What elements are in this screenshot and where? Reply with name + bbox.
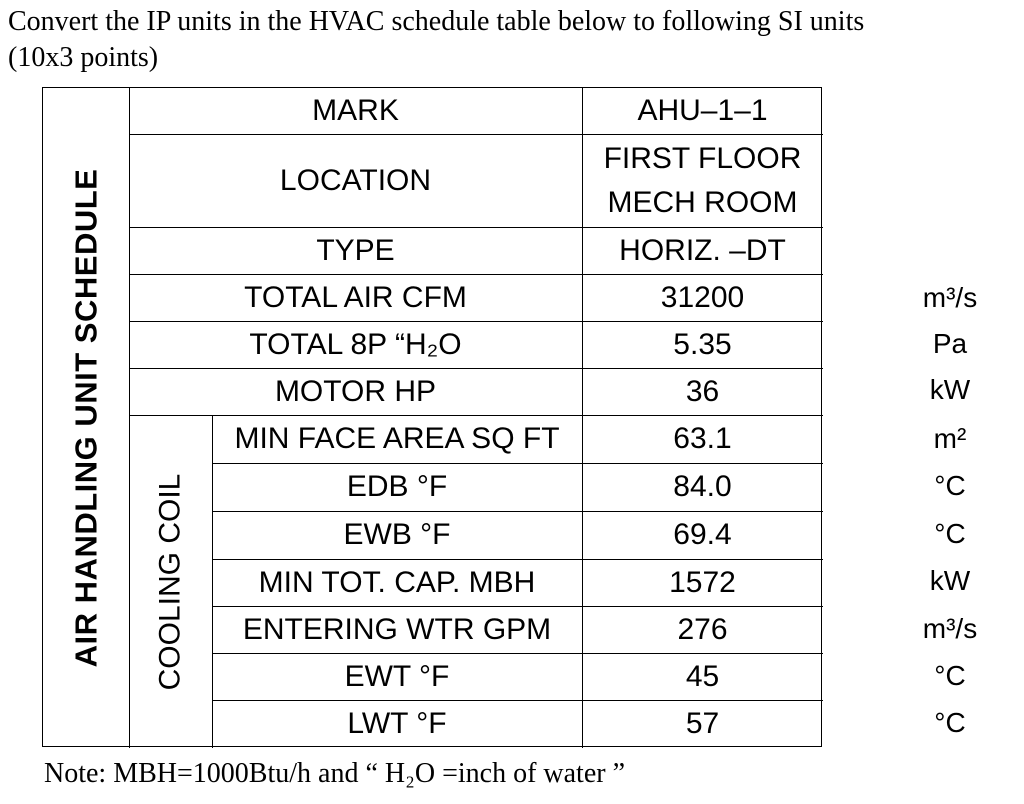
label-type: TYPE — [316, 233, 395, 267]
question-line-1: Convert the IP units in the HVAC schedule table below to following SI units — [8, 6, 865, 37]
value-edb: 84.0 — [673, 470, 732, 503]
value-location-line-1: FIRST FLOOR — [603, 141, 802, 175]
value-min-face-area: 63.1 — [673, 422, 732, 455]
value-location-line-2: MECH ROOM — [607, 185, 798, 219]
value-total-static-pressure: 5.35 — [673, 327, 732, 361]
label-mark: MARK — [312, 94, 399, 127]
label-lwt: LWT °F — [347, 707, 447, 740]
value-type: HORIZ. –DT — [619, 233, 786, 267]
value-mark: AHU–1–1 — [637, 94, 768, 127]
label-ewt: EWT °F — [344, 659, 450, 693]
si-unit-area: m² — [933, 423, 967, 454]
label-edb: EDB °F — [346, 470, 448, 503]
value-ewb: 69.4 — [673, 518, 732, 551]
question-text — [8, 4, 1008, 76]
label-min-tot-cap: MIN TOT. CAP. MBH — [258, 565, 536, 599]
value-ewt: 45 — [685, 659, 720, 693]
group-label-cooling-coil: COOLING COIL — [153, 473, 187, 690]
si-unit-temp-edb: °C — [934, 470, 966, 501]
question-line-2: (10x3 points) — [8, 42, 159, 73]
si-unit-capacity: kW — [929, 565, 971, 596]
ahu-schedule-table — [42, 87, 822, 747]
value-entering-wtr-gpm: 276 — [677, 612, 728, 646]
value-lwt: 57 — [685, 707, 720, 740]
value-min-tot-cap: 1572 — [669, 565, 736, 599]
si-unit-airflow: m³/s — [922, 282, 978, 313]
si-unit-water-flow: m³/s — [922, 613, 978, 644]
label-motor-hp: MOTOR HP — [274, 374, 437, 408]
si-unit-temp-ewt: °C — [934, 660, 966, 691]
footnote: Note: MBH=1000Btu/h and “ H₂O =inch of water ” — [44, 758, 626, 789]
value-location — [582, 134, 823, 227]
side-title: AIR HANDLING UNIT SCHEDULE — [68, 168, 104, 668]
label-min-face-area: MIN FACE AREA SQ FT — [234, 422, 560, 455]
value-total-air-cfm: 31200 — [660, 280, 745, 314]
si-unit-power: kW — [929, 374, 971, 405]
si-unit-temp-lwt: °C — [934, 707, 966, 738]
label-total-air-cfm: TOTAL AIR CFM — [244, 280, 467, 314]
label-location: LOCATION — [279, 163, 432, 197]
si-unit-temp-ewb: °C — [934, 518, 966, 549]
label-entering-wtr-gpm: ENTERING WTR GPM — [242, 612, 552, 646]
si-unit-pressure: Pa — [932, 328, 968, 359]
label-total-static-pressure: TOTAL 8P “H₂O — [249, 327, 462, 361]
label-ewb: EWB °F — [343, 518, 451, 551]
value-motor-hp: 36 — [685, 374, 720, 408]
